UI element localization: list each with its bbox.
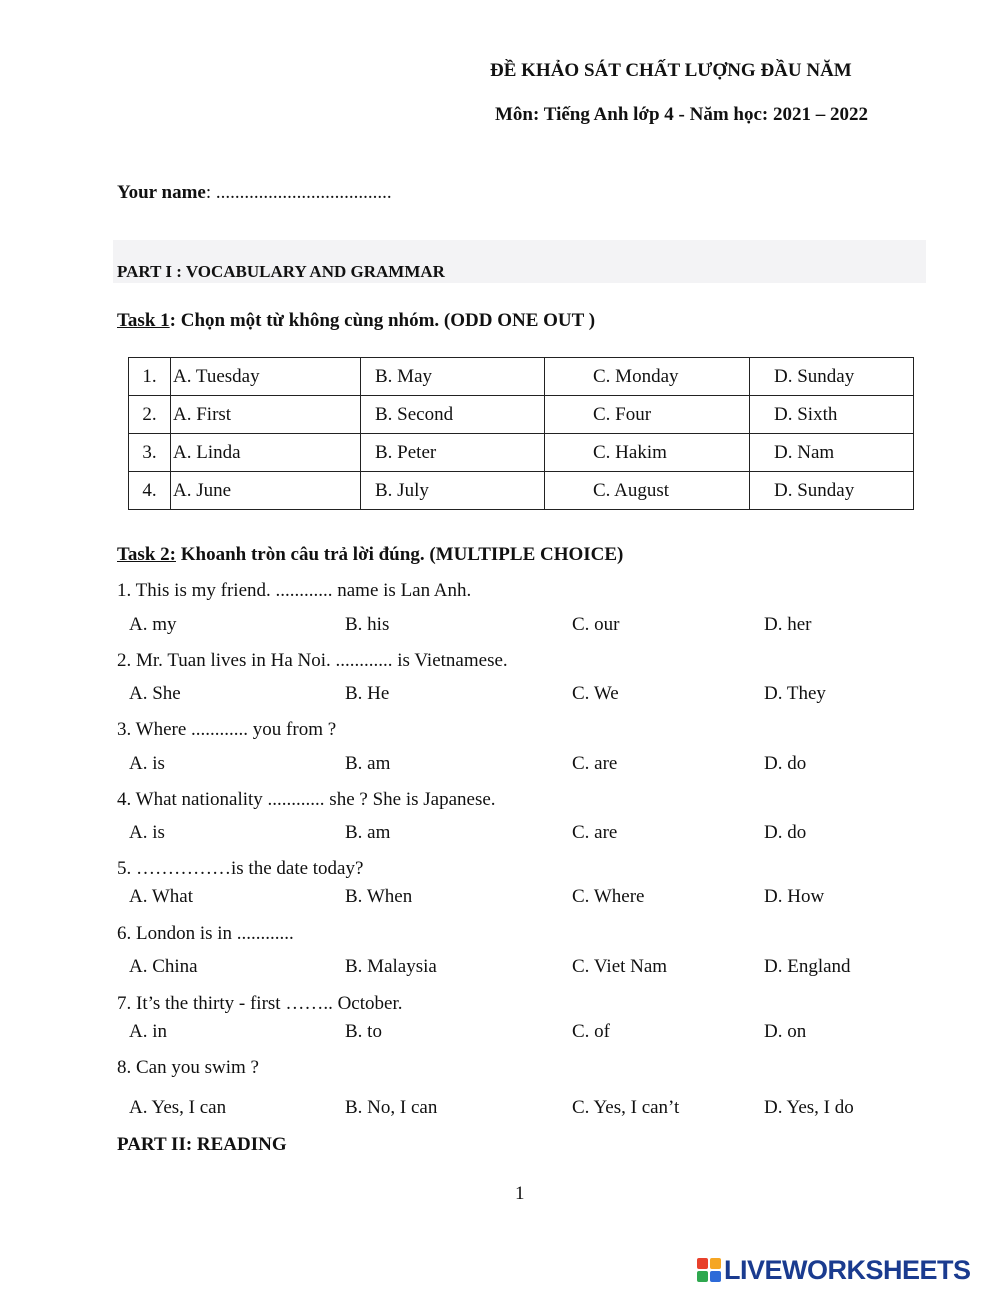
task2-label: Task 2: (117, 544, 176, 565)
row-number: 1. (129, 358, 171, 396)
table-row (129, 434, 914, 472)
row-number: 4. (129, 472, 171, 510)
option-c[interactable]: C. our (572, 614, 620, 635)
question-7-options (129, 1021, 929, 1047)
task2-instruction: Khoanh tròn câu trả lời đúng. (MULTIPLE CHOICE) (175, 544, 624, 565)
option-c[interactable]: C. Where (572, 886, 645, 907)
option-c[interactable]: C. We (572, 683, 619, 704)
question-2: 2. Mr. Tuan lives in Ha Noi. ............ is Vietnamese. (117, 650, 508, 671)
option-a[interactable]: A. is (129, 822, 165, 843)
row-number: 2. (129, 396, 171, 434)
question-5: 5. ……………is the date today? (117, 858, 364, 879)
option-a[interactable]: A. She (129, 683, 181, 704)
option-a[interactable]: A. my (129, 614, 177, 635)
option-b[interactable]: B. Malaysia (345, 956, 437, 977)
name-blank[interactable]: : ..................................... (205, 182, 392, 203)
question-8: 8. Can you swim ? (117, 1057, 259, 1078)
option-a[interactable]: A. First (171, 396, 361, 434)
liveworksheets-watermark (697, 1255, 971, 1285)
option-b[interactable]: B. May (361, 358, 545, 396)
option-b[interactable]: B. When (345, 886, 413, 907)
option-a[interactable]: A. in (129, 1021, 167, 1042)
table-row (129, 472, 914, 510)
document-title: ĐỀ KHẢO SÁT CHẤT LƯỢNG ĐẦU NĂM (490, 60, 852, 81)
option-b[interactable]: B. am (345, 822, 391, 843)
option-c[interactable]: C. Four (545, 396, 750, 434)
name-label: Your name (117, 182, 206, 203)
option-a[interactable]: A. China (129, 956, 198, 977)
option-a[interactable]: A. Linda (171, 434, 361, 472)
option-c[interactable]: C. Monday (545, 358, 750, 396)
task1-heading (117, 310, 595, 332)
question-1-options (129, 614, 929, 640)
odd-one-out-table (128, 357, 914, 510)
option-c[interactable]: C. August (545, 472, 750, 510)
option-d[interactable]: D. Nam (750, 434, 914, 472)
option-d[interactable]: D. England (764, 956, 851, 977)
option-d[interactable]: D. How (764, 886, 825, 907)
question-3-options (129, 753, 929, 779)
option-d[interactable]: D. do (764, 822, 807, 843)
question-3: 3. Where ............ you from ? (117, 719, 337, 740)
option-d[interactable]: D. Sunday (750, 358, 914, 396)
name-line (117, 182, 392, 204)
row-number: 3. (129, 434, 171, 472)
question-2-options (129, 683, 929, 709)
watermark-text: LIVEWORKSHEETS (724, 1254, 971, 1285)
option-c[interactable]: C. Hakim (545, 434, 750, 472)
option-d[interactable]: D. do (764, 753, 807, 774)
question-5-options (129, 886, 929, 912)
option-a[interactable]: A. Yes, I can (129, 1097, 227, 1118)
option-a[interactable]: A. What (129, 886, 194, 907)
option-b[interactable]: B. Peter (361, 434, 545, 472)
option-d[interactable]: D. Sixth (750, 396, 914, 434)
question-6: 6. London is in ............ (117, 923, 294, 944)
question-4-options (129, 822, 929, 848)
option-a[interactable]: A. June (171, 472, 361, 510)
option-a[interactable]: A. Tuesday (171, 358, 361, 396)
liveworksheets-logo-icon (697, 1258, 721, 1282)
option-b[interactable]: B. July (361, 472, 545, 510)
table-row (129, 396, 914, 434)
option-b[interactable]: B. am (345, 753, 391, 774)
option-d[interactable]: D. on (764, 1021, 807, 1042)
option-c[interactable]: C. are (572, 753, 618, 774)
option-b[interactable]: B. to (345, 1021, 382, 1042)
table-row (129, 358, 914, 396)
option-d[interactable]: D. her (764, 614, 812, 635)
task1-label: Task 1 (117, 310, 170, 331)
option-d[interactable]: D. They (764, 683, 826, 704)
option-b[interactable]: B. his (345, 614, 390, 635)
part1-title: PART I : VOCABULARY AND GRAMMAR (117, 262, 445, 281)
option-c[interactable]: C. of (572, 1021, 610, 1042)
option-c[interactable]: C. are (572, 822, 618, 843)
task2-heading (117, 544, 623, 566)
option-a[interactable]: A. is (129, 753, 165, 774)
question-4: 4. What nationality ............ she ? She is Japanese. (117, 789, 496, 810)
question-8-options (129, 1097, 929, 1123)
option-d[interactable]: D. Sunday (750, 472, 914, 510)
task1-instruction: : Chọn một từ không cùng nhóm. (ODD ONE OUT ) (169, 310, 596, 331)
option-c[interactable]: C. Yes, I can’t (572, 1097, 680, 1118)
question-1: 1. This is my friend. ............ name is Lan Anh. (117, 580, 472, 601)
page-number: 1 (515, 1183, 525, 1204)
option-b[interactable]: B. No, I can (345, 1097, 438, 1118)
option-b[interactable]: B. He (345, 683, 390, 704)
option-d[interactable]: D. Yes, I do (764, 1097, 854, 1118)
option-c[interactable]: C. Viet Nam (572, 956, 668, 977)
document-subtitle: Môn: Tiếng Anh lớp 4 - Năm học: 2021 – 2022 (495, 104, 868, 125)
question-7: 7. It’s the thirty - first …….. October. (117, 993, 403, 1014)
option-b[interactable]: B. Second (361, 396, 545, 434)
part2-title: PART II: READING (117, 1134, 287, 1155)
question-6-options (129, 956, 929, 982)
